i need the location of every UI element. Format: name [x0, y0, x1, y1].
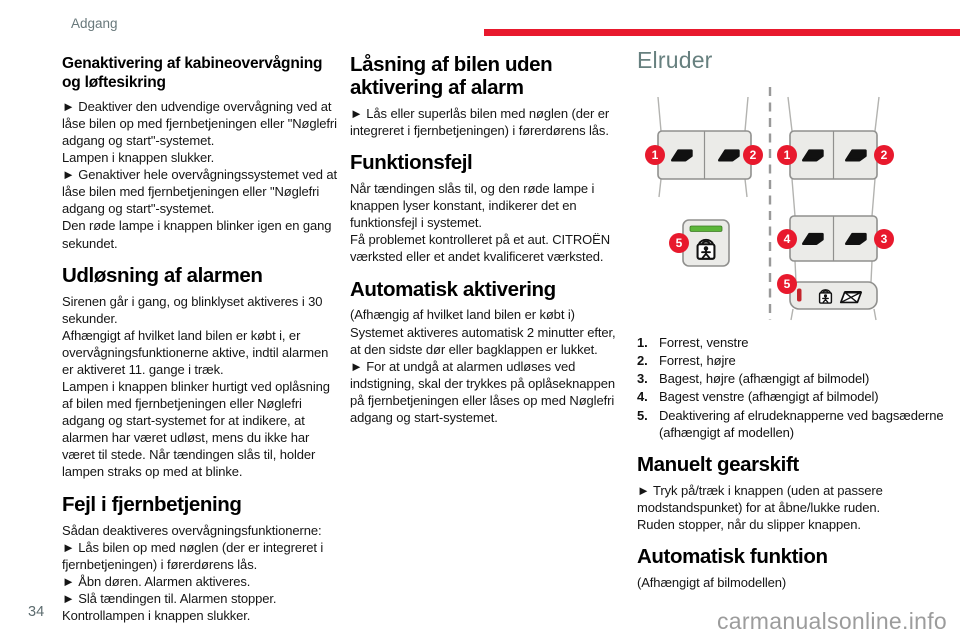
paragraph: ► Tryk på/træk i knappen (uden at passere modstandspunket) for at åbne/lukke ruden. [637, 482, 883, 515]
paragraph: Sirenen går i gang, og blinklyset aktiveres i 30 sekunder. [62, 293, 323, 326]
paragraph: ► For at undgå at alarmen udløses ved indstigning, skal der trykkes på oplåseknappen på fjernbetjeningen eller låses op med Nøglefri adgang og start-systemet. [350, 358, 615, 426]
paragraph: ► Slå tændingen til. Alarmen stopper. [62, 590, 277, 606]
legend-number: 5. [637, 407, 648, 423]
front-window-switch-pair-right-variant [790, 131, 877, 179]
paragraph: (Afhængigt af bilmodellen) [637, 575, 787, 591]
legend-item [637, 407, 953, 441]
legend-item [637, 370, 953, 387]
section-heading: Genaktivering af kabineovervågning og løftesikring [62, 55, 323, 92]
legend-text: Bagest, højre (afhængigt af bilmodel) [659, 371, 870, 387]
paragraph: Kontrollampen i knappen slukker. [62, 608, 251, 623]
section-heading: Fejl i fjernbetjening [62, 492, 242, 516]
paragraph: Sådan deaktiveres overvågningsfunktionerne: [62, 522, 322, 538]
paragraph: ► Deaktiver den udvendige overvågning ved at låse bilen op med fjernbetjeningen eller "Nøglefri adgang og start"-systemet. [62, 98, 337, 148]
section-heading: Udløsning af alarmen [62, 263, 263, 287]
front-window-switch-pair-left-variant [658, 131, 751, 179]
paragraph: Når tændingen slås til, og den røde lampe i knappen lyser konstant, indikerer det en funktionsfejl i systemet. [350, 181, 595, 231]
diagram-number-badge: 4 [777, 229, 797, 249]
rear-window-switch-pair [790, 216, 877, 261]
paragraph: ► Lås bilen op med nøglen (der er integreret i fjernbetjeningen) i førerdørens lås. [62, 539, 324, 572]
column-2 [350, 54, 627, 426]
page-number: 34 [28, 604, 45, 620]
paragraph: Afhængigt af hvilket land bilen er købt i, er overvågningsfunktionerne aktive, indtil alarmen er aktiveret 11. gange i træk. [62, 327, 329, 377]
section-heading: Automatisk funktion [637, 545, 828, 569]
chapter-accent-bar [484, 29, 960, 36]
paragraph: Systemet aktiveres automatisk 2 minutter efter, at den sidste dør eller bagklappen er lukket. [350, 324, 616, 357]
green-led-indicator [690, 226, 722, 232]
legend-item [637, 334, 953, 351]
paragraph: Lampen i knappen slukker. [62, 150, 215, 166]
paragraph: ► Åbn døren. Alarmen aktiveres. [62, 573, 251, 589]
window-switches-diagram [637, 85, 949, 322]
paragraph: Ruden stopper, når du slipper knappen. [637, 517, 861, 533]
legend-item [637, 352, 953, 369]
chapter-label: Adgang [71, 16, 118, 31]
paragraph: ► Genaktiver hele overvågningssystemet ved at låse bilen med fjernbetjeningen eller "Nøglefri adgang og start"-systemet. [62, 167, 338, 217]
red-led-indicator [797, 289, 802, 302]
paragraph: (Afhængig af hvilket land bilen er købt i) [350, 307, 575, 323]
watermark: carmanualsonline.info [716, 608, 947, 634]
chapter-section-title: Elruder [637, 47, 713, 73]
section-heading: Automatisk aktivering [350, 277, 556, 301]
diagram-number-badge: 5 [777, 274, 797, 294]
legend-text: Forrest, venstre [659, 335, 749, 350]
diagram-number-badge: 2 [874, 145, 894, 165]
diagram-number-badge: 1 [645, 145, 665, 165]
legend-text: Forrest, højre [659, 353, 736, 369]
legend-number: 4. [637, 389, 648, 405]
diagram-number-badge: 2 [743, 145, 763, 165]
diagram-number-badge: 3 [874, 229, 894, 249]
legend-item [637, 388, 953, 405]
child-lock-button [683, 220, 729, 266]
paragraph: ► Lås eller superlås bilen med nøglen (der er integreret i fjernbetjeningen) i førerdørens lås. [350, 105, 610, 138]
diagram-legend [637, 334, 953, 441]
legend-number: 1. [637, 335, 648, 350]
legend-text: Bagest venstre (afhængigt af bilmodel) [659, 389, 879, 405]
section-heading: Låsning af bilen uden aktivering af alarm [350, 53, 553, 99]
column-1 [62, 54, 339, 624]
paragraph: Den røde lampe i knappen blinker igen en gang sekundet. [62, 218, 332, 251]
section-heading: Manuelt gearskift [637, 452, 799, 476]
column-3 [637, 47, 953, 591]
paragraph: Lampen i knappen blinker hurtigt ved oplåsning af bilen med fjernbetjeningen eller Nøglefri adgang og start-systemet for at indikere, at alarmen har været udløst, mens du ikke har været til stede. Når tændingen slås til, holder lampen straks op med at blinke. [62, 379, 330, 480]
diagram-number-badge: 1 [777, 145, 797, 165]
rear-switch-deactivation-bar [790, 282, 877, 309]
legend-text: Deaktivering af elrudeknapperne ved bagsæderne (afhængigt af modellen) [659, 407, 944, 440]
legend-number: 3. [637, 371, 648, 387]
section-heading: Funktionsfejl [350, 151, 473, 175]
paragraph: Få problemet kontrolleret på et aut. CITROËN værksted eller et andet kvalificeret værksted. [350, 232, 611, 265]
legend-number: 2. [637, 353, 648, 369]
diagram-number-badge: 5 [669, 233, 689, 253]
